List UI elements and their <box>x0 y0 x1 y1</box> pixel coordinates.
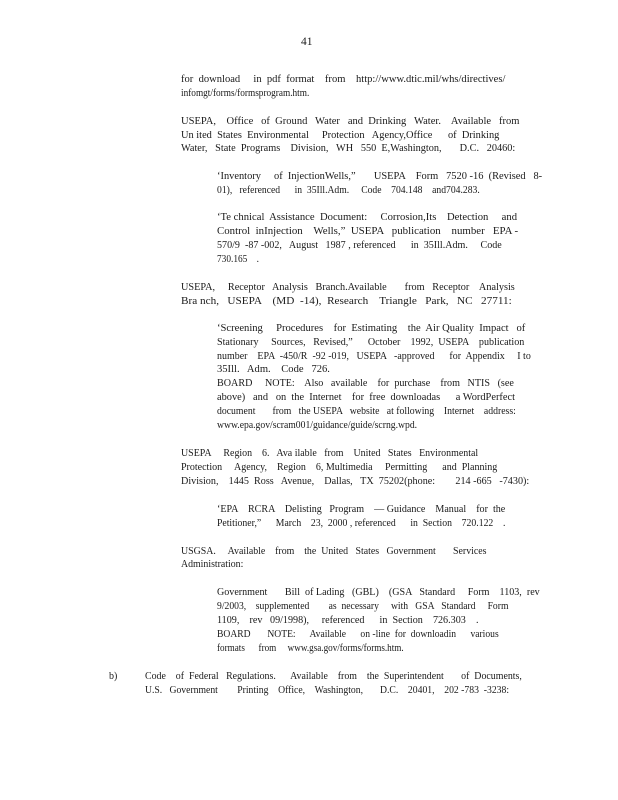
text-line: ‘Screening Procedures for Estimating the Air Quality Impact of <box>217 323 526 334</box>
text-line: infomgt/forms/formsprogram.htm. <box>181 88 310 99</box>
text-line: www.epa.gov/scram001/guidance/guide/scrng.wpd. <box>217 420 418 431</box>
text-line: formats from www.gsa.gov/forms/forms.htm. <box>217 643 404 654</box>
text-line: for download in pdf format from http://www.dtic.mil/whs/directives/ <box>181 74 506 85</box>
text-line: USEPA Region 6. Ava ilable from United States Environmental <box>181 448 479 459</box>
text-line: above) and on the Internet for free downloadas a WordPerfect <box>217 392 515 403</box>
text-line: Administration: <box>181 559 244 570</box>
text-line: 570/9 -87 -002, August 1987 , referenced in 35Ill.Adm. Code <box>217 240 502 251</box>
text-line: ‘EPA RCRA Delisting Program — Guidance Manual for the <box>217 504 506 515</box>
text-line: number EPA -450/R -92 -019, USEPA -approved for Appendix I to <box>217 351 531 362</box>
text-line: Water, State Programs Division, WH 550 E,Washington, D.C. 20460: <box>181 143 516 154</box>
text-line: USGSA. Available from the United States Government Services <box>181 546 487 557</box>
text-line: Division, 1445 Ross Avenue, Dallas, TX 75202(phone: 214 -665 -7430): <box>181 476 530 487</box>
text-line: 730.165 . <box>217 254 259 265</box>
text-line: 01), referenced in 35Ill.Adm. Code 704.148 and704.283. <box>217 185 480 196</box>
text-line: Control inInjection Wells,” USEPA publication number EPA - <box>217 226 519 237</box>
text-line: BOARD NOTE: Also available for purchase from NTIS (see <box>217 378 514 389</box>
text-line: 9/2003, supplemented as necessary with GSA Standard Form <box>217 601 509 612</box>
text-line: Protection Agency, Region 6, Multimedia Permitting and Planning <box>181 462 498 473</box>
text-line: 35Ill. Adm. Code 726. <box>217 364 330 375</box>
text-line: document from the USEPA website at following Internet address: <box>217 406 516 417</box>
text-line: Un ited States Environmental Protection Agency,Office of Drinking <box>181 130 500 141</box>
text-line: ‘Te chnical Assistance Document: Corrosion,Its Detection and <box>217 212 518 223</box>
text-line: 1109, rev 09/1998), referenced in Section 726.303 . <box>217 615 479 626</box>
page-number: 41 <box>301 36 313 48</box>
text-line: USEPA, Receptor Analysis Branch.Available from Receptor Analysis <box>181 282 515 293</box>
text-line: Code of Federal Regulations. Available from the Superintendent of Documents, <box>145 671 522 682</box>
text-line: USEPA, Office of Ground Water and Drinking Water. Available from <box>181 116 520 127</box>
text-line: ‘Inventory of InjectionWells,” USEPA Form 7520 -16 (Revised 8- <box>217 171 543 182</box>
text-line: Bra nch, USEPA (MD -14), Research Triangle Park, NC 27711: <box>181 296 512 307</box>
list-marker: b) <box>109 671 118 682</box>
text-line: BOARD NOTE: Available on -line for downloadin various <box>217 629 499 640</box>
text-line: Petitioner,” March 23, 2000 , referenced in Section 720.122 . <box>217 518 506 529</box>
text-line: U.S. Government Printing Office, Washington, D.C. 20401, 202 -783 -3238: <box>145 685 510 696</box>
text-line: Government Bill of Lading (GBL) (GSA Standard Form 1103, rev <box>217 587 540 598</box>
text-line: Stationary Sources, Revised,” October 1992, USEPA publication <box>217 337 525 348</box>
